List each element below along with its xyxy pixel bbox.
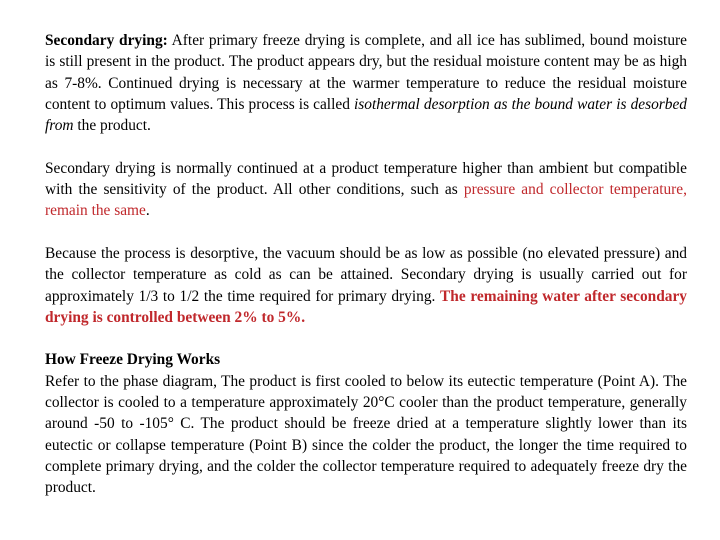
highlighted-sentence: The remaining water after secondary drying is controlled between 2% to 5%. — [45, 287, 687, 326]
paragraph-text: Refer to the phase diagram, The product is first cooled to below its eutectic temperature (Point A). The collector is cooled to a temperature approximately 20°C cooler than the product temperature, generally around -50 to -105° C. The product should be freeze dried at a temperature slightly lower than its eutectic or collapse temperature (Point B) since the colder the product, the longer the time required to complete primary drying, and the colder the collector temperature required to adequately freeze dry the product. — [45, 372, 687, 497]
paragraph-text: . — [145, 202, 150, 220]
paragraph-text: the product. — [73, 117, 151, 135]
secondary-drying-paragraph — [45, 30, 687, 136]
paragraph-text: After primary freeze drying is complete, and all ice has sublimed, bound moisture is still present in the product. The product appears dry, but the residual moisture content may be as high as 7-8%. Continued drying is necessary at the warmer temperature to reduce the residual moisture content to optimum values. This process is called — [45, 32, 687, 113]
paragraph-text: Secondary drying is normally continued at a product temperature higher than ambient but compatible with the sensitivity of the product. All other conditions, such as — [45, 159, 687, 199]
section-heading: How Freeze Drying Works — [45, 351, 221, 369]
paragraph-text: Because the process is desorptive, the vacuum should be as low as possible (no elevated pressure) and the collector temperature as cold as can be attained. Secondary drying is usually carried out for approximately 1/3 to 1/2 the time required for primary drying. — [45, 244, 687, 305]
desorptive-paragraph — [45, 243, 687, 328]
highlighted-phrase: pressure and collector temperature, remain the same — [45, 181, 687, 220]
secondary-drying-label: Secondary drying: — [45, 32, 168, 49]
how-it-works-paragraph — [45, 349, 687, 498]
italic-phrase: isothermal desorption as the bound water is desorbed from — [45, 95, 687, 135]
conditions-paragraph — [45, 158, 687, 222]
